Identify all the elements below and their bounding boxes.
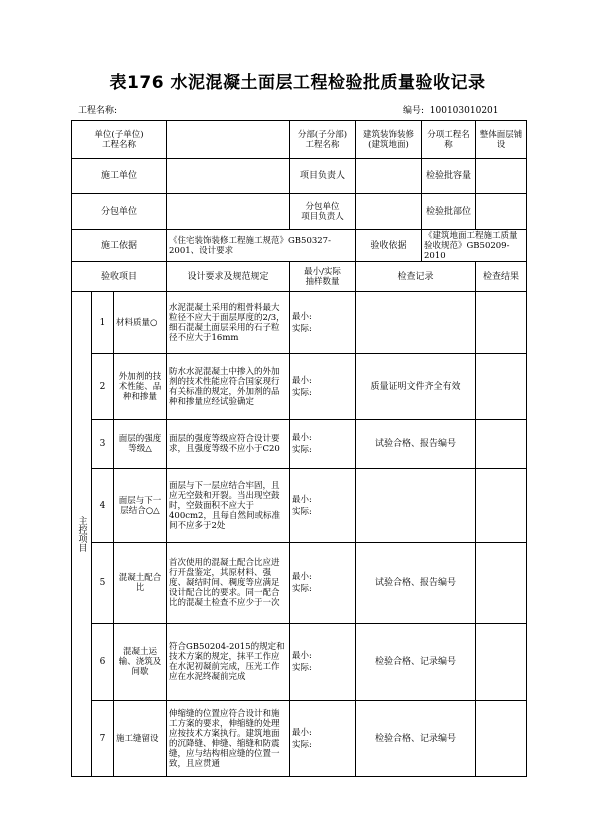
row-item-name: 混凝土配合比 [114, 543, 167, 624]
row-requirement: 水泥混凝土采用的粗骨料最大粒径不应大于面层厚度的2/3，细石混凝土面层采用的石子粒径不应大于16mm [167, 292, 290, 354]
row-item-name: 施工缝留设 [114, 701, 167, 777]
row-sample[interactable] [290, 624, 356, 701]
sub-leader-label: 分包单位 项目负责人 [290, 194, 356, 230]
row-record: 检验合格、记录编号 [356, 624, 476, 701]
basis-value: 《住宅装饰装修工程施工规范》GB50327-2001、设计要求 [167, 230, 356, 262]
col-item: 验收项目 [72, 262, 167, 292]
row-number: 7 [92, 701, 114, 777]
row-sample[interactable] [290, 292, 356, 354]
row-number: 6 [92, 624, 114, 701]
row-item-name: 混凝土运输、浇筑及间歇 [114, 624, 167, 701]
serial-value: 100103010201 [429, 106, 499, 116]
row-result[interactable] [476, 624, 527, 701]
project-leader-label: 项目负责人 [290, 159, 356, 194]
row-number: 3 [92, 420, 114, 469]
min-label: 最小: [292, 727, 312, 738]
actual-label: 实际: [292, 323, 312, 334]
row-sample[interactable] [290, 701, 356, 777]
subcontractor-label: 分包单位 [72, 194, 167, 230]
row-item-name: 材料质量○ [114, 292, 167, 354]
row-requirement: 首次使用的混凝土配合比应进行开盘鉴定，其原材料、强度、凝结时间、稠度等应满足设计配合比的要求。同一配合比的混凝土检查不应少于一次 [167, 543, 290, 624]
acceptance-basis-label: 验收依据 [356, 230, 422, 262]
row-result[interactable] [476, 543, 527, 624]
row-record: 质量证明文件齐全有效 [356, 354, 476, 420]
row-requirement: 伸缩缝的位置应符合设计和施工方案的要求，伸缩缝的处理应按技术方案执行。建筑地面的沉降缝、伸缝、缩缝和防震缝，应与结构相应缝的位置一致，且应贯通 [167, 701, 290, 777]
row-result[interactable] [476, 420, 527, 469]
row-item-name: 面层与下一层结合○△ [114, 469, 167, 543]
row-result[interactable] [476, 354, 527, 420]
min-label: 最小: [292, 311, 312, 322]
row-record [356, 469, 476, 543]
subitem-value: 整体面层铺设 [476, 121, 527, 159]
actual-label: 实际: [292, 506, 312, 517]
contractor-label: 施工单位 [72, 159, 167, 194]
header-row-subcontractor [72, 194, 527, 230]
row-record: 检验合格、记录编号 [356, 701, 476, 777]
table-row [72, 701, 527, 777]
row-number: 4 [92, 469, 114, 543]
actual-label: 实际: [292, 739, 312, 750]
actual-label: 实际: [292, 663, 312, 673]
table-row [72, 624, 527, 701]
subitem-label: 分项工程名称 [422, 121, 476, 159]
row-number: 1 [92, 292, 114, 354]
min-label: 最小: [292, 375, 312, 386]
batch-capacity-value[interactable] [476, 159, 527, 194]
col-req: 设计要求及规范规定 [167, 262, 290, 292]
row-record: 试验合格、报告编号 [356, 543, 476, 624]
row-sample[interactable] [290, 543, 356, 624]
row-requirement: 防水水泥混凝土中掺入的外加剂的技术性能应符合国家现行有关标准的规定，外加剂的品种和掺量应经试验确定 [167, 354, 290, 420]
col-sample: 最小/实际 抽样数量 [290, 262, 356, 292]
sub-leader-value[interactable] [356, 194, 422, 230]
col-record: 检查记录 [356, 262, 476, 292]
actual-label: 实际: [292, 387, 312, 398]
subdiv-value: 建筑装饰装修(建筑地面) [356, 121, 422, 159]
project-leader-value[interactable] [356, 159, 422, 194]
table-row [72, 543, 527, 624]
actual-label: 实际: [292, 445, 312, 455]
row-number: 2 [92, 354, 114, 420]
document-title: 表176 水泥混凝土面层工程检验批质量验收记录 [109, 73, 486, 93]
contractor-value[interactable] [167, 159, 290, 194]
actual-label: 实际: [292, 584, 312, 594]
row-result[interactable] [476, 292, 527, 354]
batch-capacity-label: 检验批容量 [422, 159, 476, 194]
serial-label: 编号: [403, 106, 425, 116]
table-row [72, 420, 527, 469]
unit-label: 单位(子单位) 工程名称 [72, 121, 167, 159]
serial-number [403, 103, 499, 116]
row-item-name: 面层的强度等级△ [114, 420, 167, 469]
acceptance-record-table [71, 120, 527, 777]
header-row-contractor [72, 159, 527, 194]
min-label: 最小: [292, 433, 312, 443]
min-label: 最小: [292, 651, 312, 661]
row-sample[interactable] [290, 469, 356, 543]
unit-value[interactable] [167, 121, 290, 159]
row-requirement: 面层的强度等级应符合设计要求，且强度等级不应小于C20 [167, 420, 290, 469]
row-requirement: 符合GB50204-2015的规定和技术方案的规定，抹平工作应在水泥初凝前完成，压光工作应在水泥终凝前完成 [167, 624, 290, 701]
section-cell [72, 292, 92, 777]
subcontractor-value[interactable] [167, 194, 290, 230]
table-row [72, 469, 527, 543]
row-item-name: 外加剂的技术性能、品种和掺量 [114, 354, 167, 420]
row-record [356, 292, 476, 354]
min-label: 最小: [292, 494, 312, 505]
row-requirement: 面层与下一层应结合牢固，且应无空鼓和开裂。当出现空鼓时，空鼓面积不应大于400cm2，且每自然间或标准间不应多于2处 [167, 469, 290, 543]
row-sample[interactable] [290, 420, 356, 469]
min-label: 最小: [292, 572, 312, 582]
col-result: 检查结果 [476, 262, 527, 292]
subdiv-label: 分部(子分部) 工程名称 [290, 121, 356, 159]
row-result[interactable] [476, 469, 527, 543]
table-row [72, 354, 527, 420]
basis-label: 施工依据 [72, 230, 167, 262]
row-sample[interactable] [290, 354, 356, 420]
row-number: 5 [92, 543, 114, 624]
row-record: 试验合格、报告编号 [356, 420, 476, 469]
batch-location-value[interactable] [476, 194, 527, 230]
table-row [72, 292, 527, 354]
column-header-row [72, 262, 527, 292]
acceptance-basis-value: 《建筑地面工程施工质量验收规范》GB50209-2010 [422, 230, 527, 262]
header-row-unit [72, 121, 527, 159]
row-result[interactable] [476, 701, 527, 777]
batch-location-label: 检验批部位 [422, 194, 476, 230]
section-label: 主控项目 [76, 516, 87, 552]
header-row-basis [72, 230, 527, 262]
project-name-label: 工程名称: [78, 106, 118, 116]
